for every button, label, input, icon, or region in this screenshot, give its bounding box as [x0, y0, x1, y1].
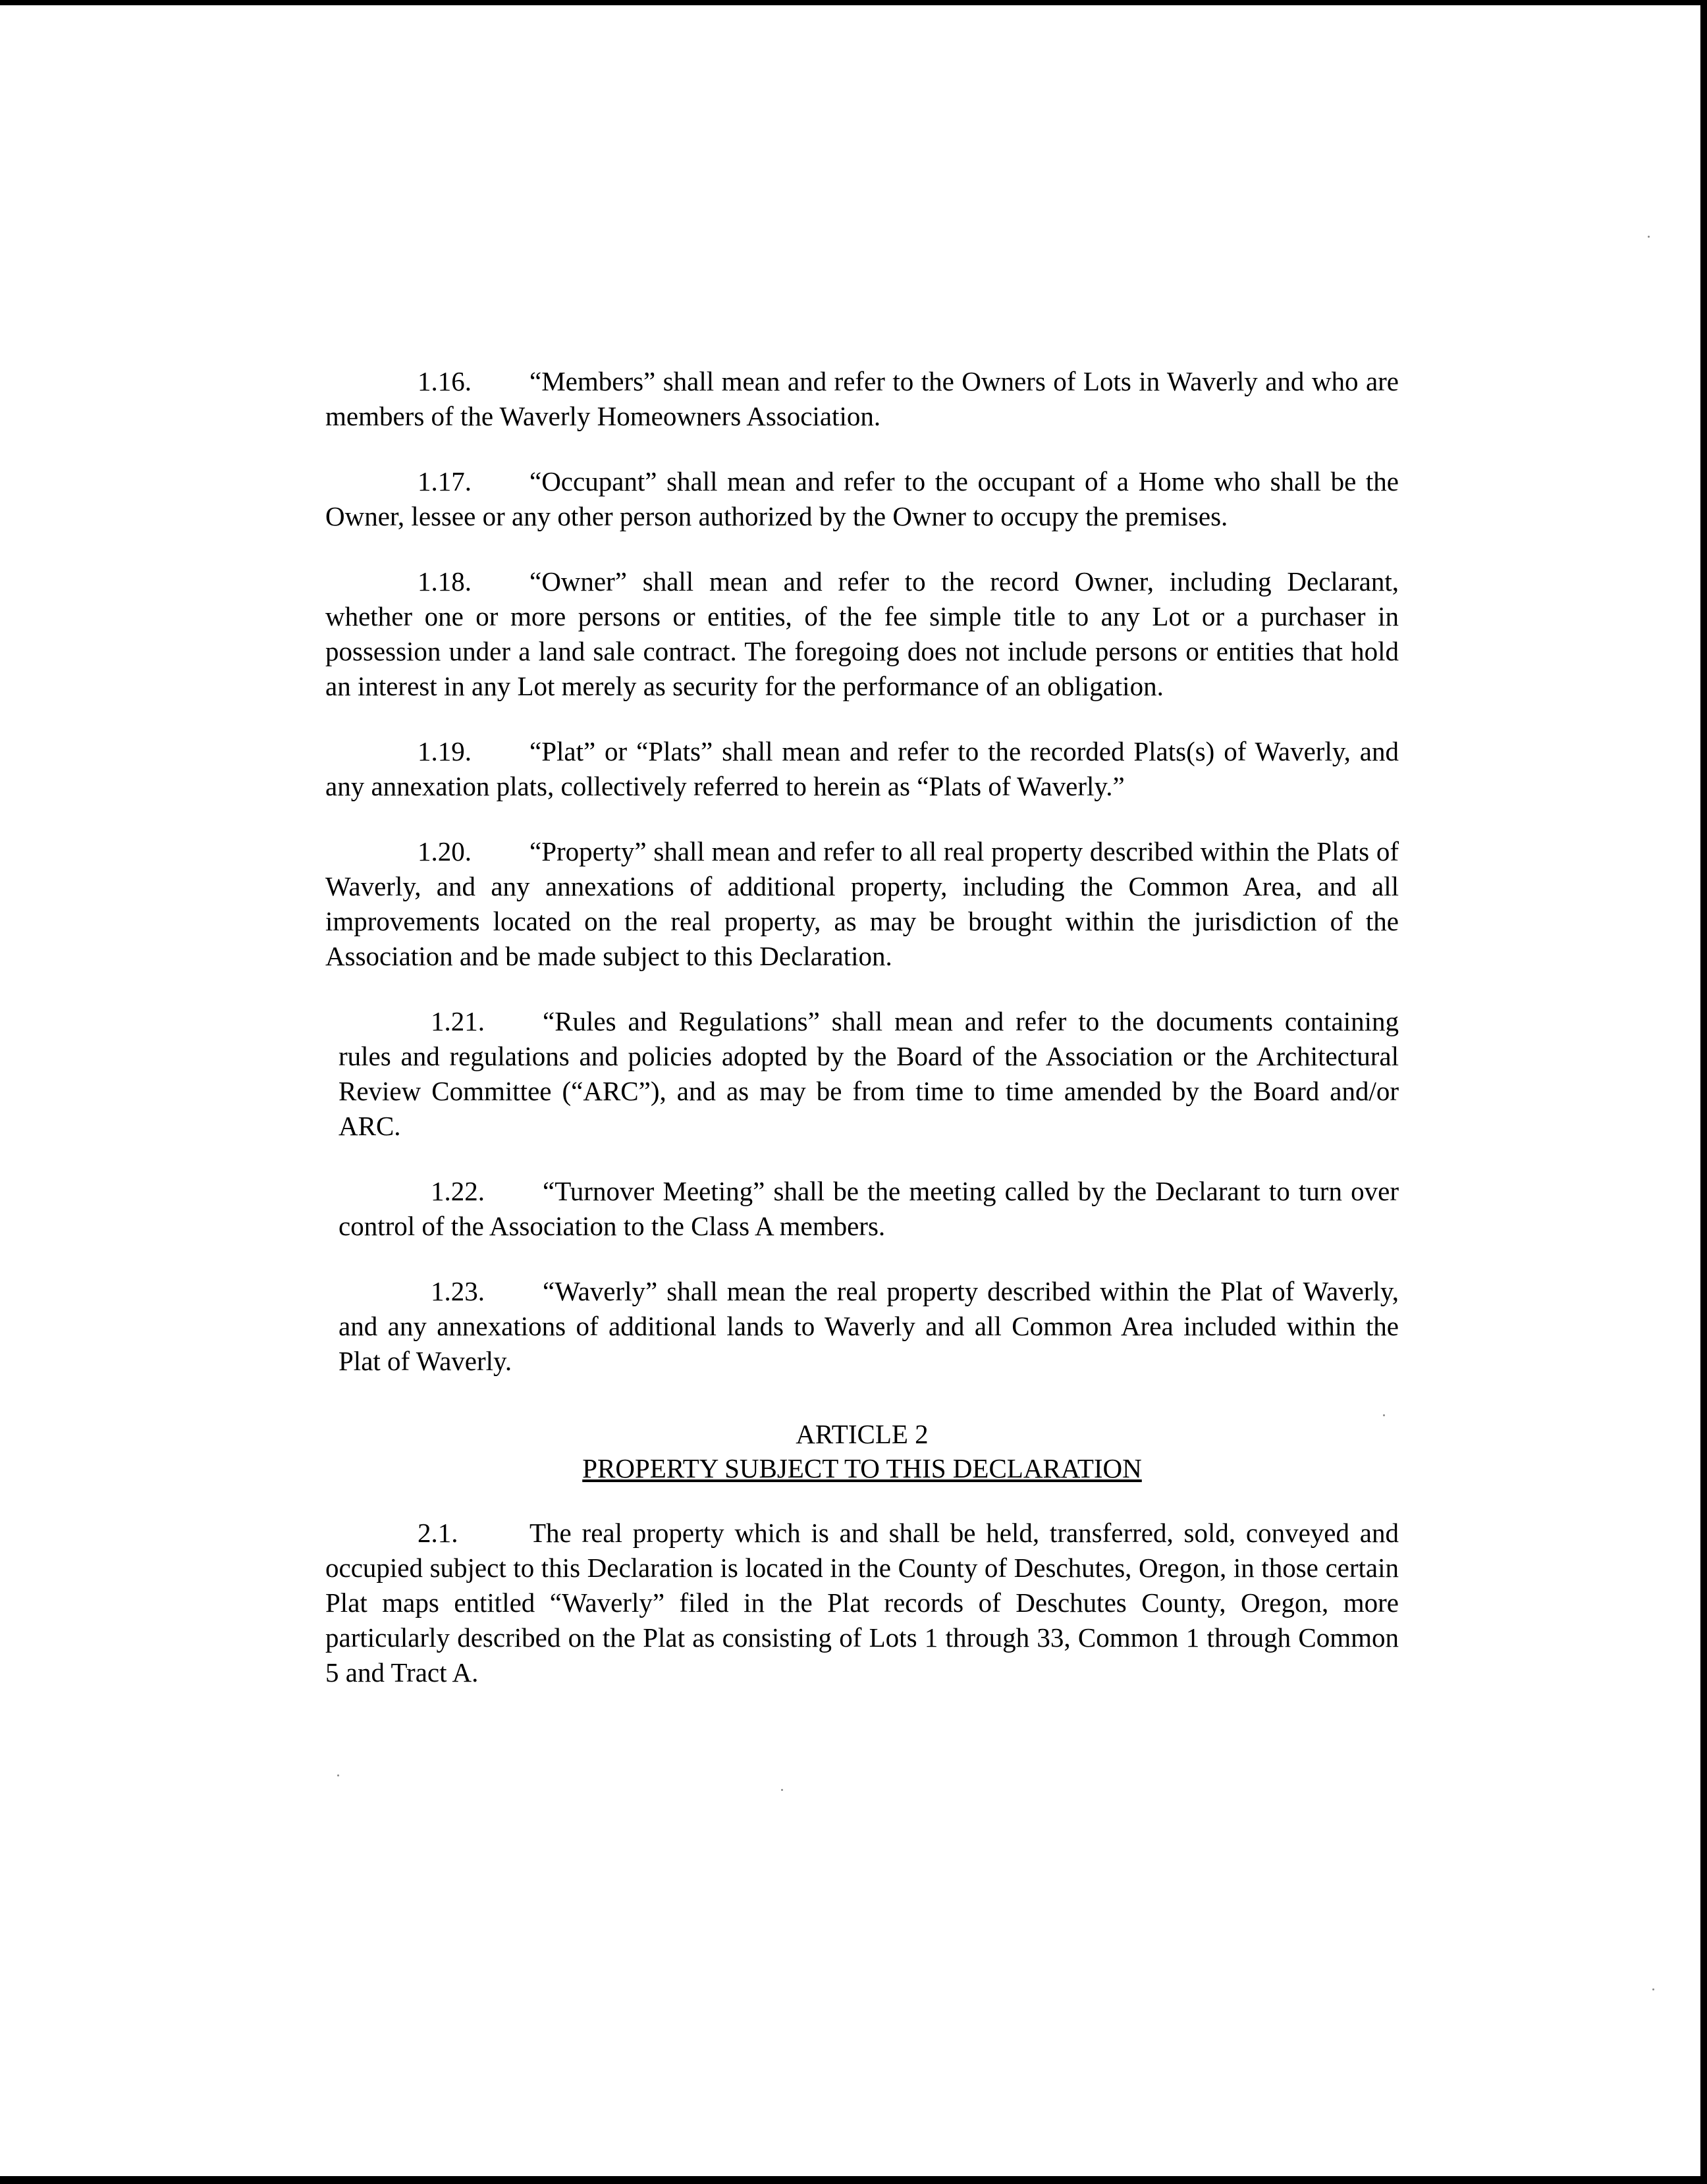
section-text: “Property” shall mean and refer to all real property described within the Plats of Waverly, and any annexations of additional property, including the Common Area, and all improvements located on the real property, as may be brought within the jurisdiction of the Association and be made subject to this Declaration. [325, 836, 1399, 971]
section-text: “Plat” or “Plats” shall mean and refer to the recorded Plats(s) of Waverly, and any annexation plats, collectively referred to herein as “Plats of Waverly.” [325, 736, 1399, 801]
section-1-18 [325, 564, 1399, 704]
section-number: 1.19. [418, 736, 472, 766]
section-text: “Owner” shall mean and refer to the record Owner, including Declarant, whether one or more persons or entities, of the fee simple title to any Lot or a purchaser in possession under a land sale contract. The foregoing does not include persons or entities that hold an interest in any Lot merely as security for the performance of an obligation. [325, 566, 1399, 701]
scan-border-right [1700, 0, 1707, 2184]
section-1-19 [325, 734, 1399, 804]
article-heading-block [325, 1417, 1399, 1485]
section-number: 1.22. [431, 1176, 485, 1206]
document-body [325, 364, 1399, 1720]
section-number: 2.1. [418, 1518, 458, 1548]
section-text: “Occupant” shall mean and refer to the occupant of a Home who shall be the Owner, lessee or any other person authorized by the Owner to occupy the premises. [325, 466, 1399, 531]
section-1-16 [325, 364, 1399, 434]
section-number: 1.23. [431, 1276, 485, 1306]
section-1-17 [325, 464, 1399, 534]
section-number: 1.17. [418, 466, 472, 496]
scan-speck [1652, 1988, 1654, 1990]
article-label: ARTICLE 2 [796, 1419, 929, 1449]
section-1-22 [325, 1174, 1399, 1244]
section-number: 1.20. [418, 836, 472, 866]
section-text: The real property which is and shall be held, transferred, sold, conveyed and occupied subject to this Declaration is located in the County of Deschutes, Oregon, in those certain Plat maps entitled “Waverly” filed in the Plat records of Deschutes County, Oregon, more particularly described on the Plat as consisting of Lots 1 through 33, Common 1 through Common 5 and Tract A. [325, 1518, 1399, 1688]
scan-speck [781, 1789, 783, 1791]
section-1-20 [325, 834, 1399, 974]
section-1-23 [325, 1274, 1399, 1379]
section-text: “Waverly” shall mean the real property described within the Plat of Waverly, and any annexations of additional lands to Waverly and all Common Area included within the Plat of Waverly. [339, 1276, 1399, 1376]
section-number: 1.16. [418, 366, 472, 396]
section-text: “Turnover Meeting” shall be the meeting called by the Declarant to turn over control of the Association to the Class A members. [339, 1176, 1399, 1241]
section-text: “Members” shall mean and refer to the Owners of Lots in Waverly and who are members of the Waverly Homeowners Association. [325, 366, 1399, 431]
section-number: 1.21. [431, 1006, 485, 1036]
scan-border-bottom [0, 2176, 1707, 2184]
section-2-1 [325, 1516, 1399, 1690]
scan-speck [1648, 236, 1650, 238]
section-text: “Rules and Regulations” shall mean and refer to the documents containing rules and regulations and policies adopted by the Board of the Association or the Architectural Review Committee (“ARC”), and as may be from time to time amended by the Board and/or ARC. [339, 1006, 1399, 1141]
scan-border-top [0, 0, 1707, 5]
article-title: PROPERTY SUBJECT TO THIS DECLARATION [582, 1453, 1142, 1483]
section-1-21 [325, 1004, 1399, 1144]
scan-speck [337, 1774, 339, 1776]
section-number: 1.18. [418, 566, 472, 597]
